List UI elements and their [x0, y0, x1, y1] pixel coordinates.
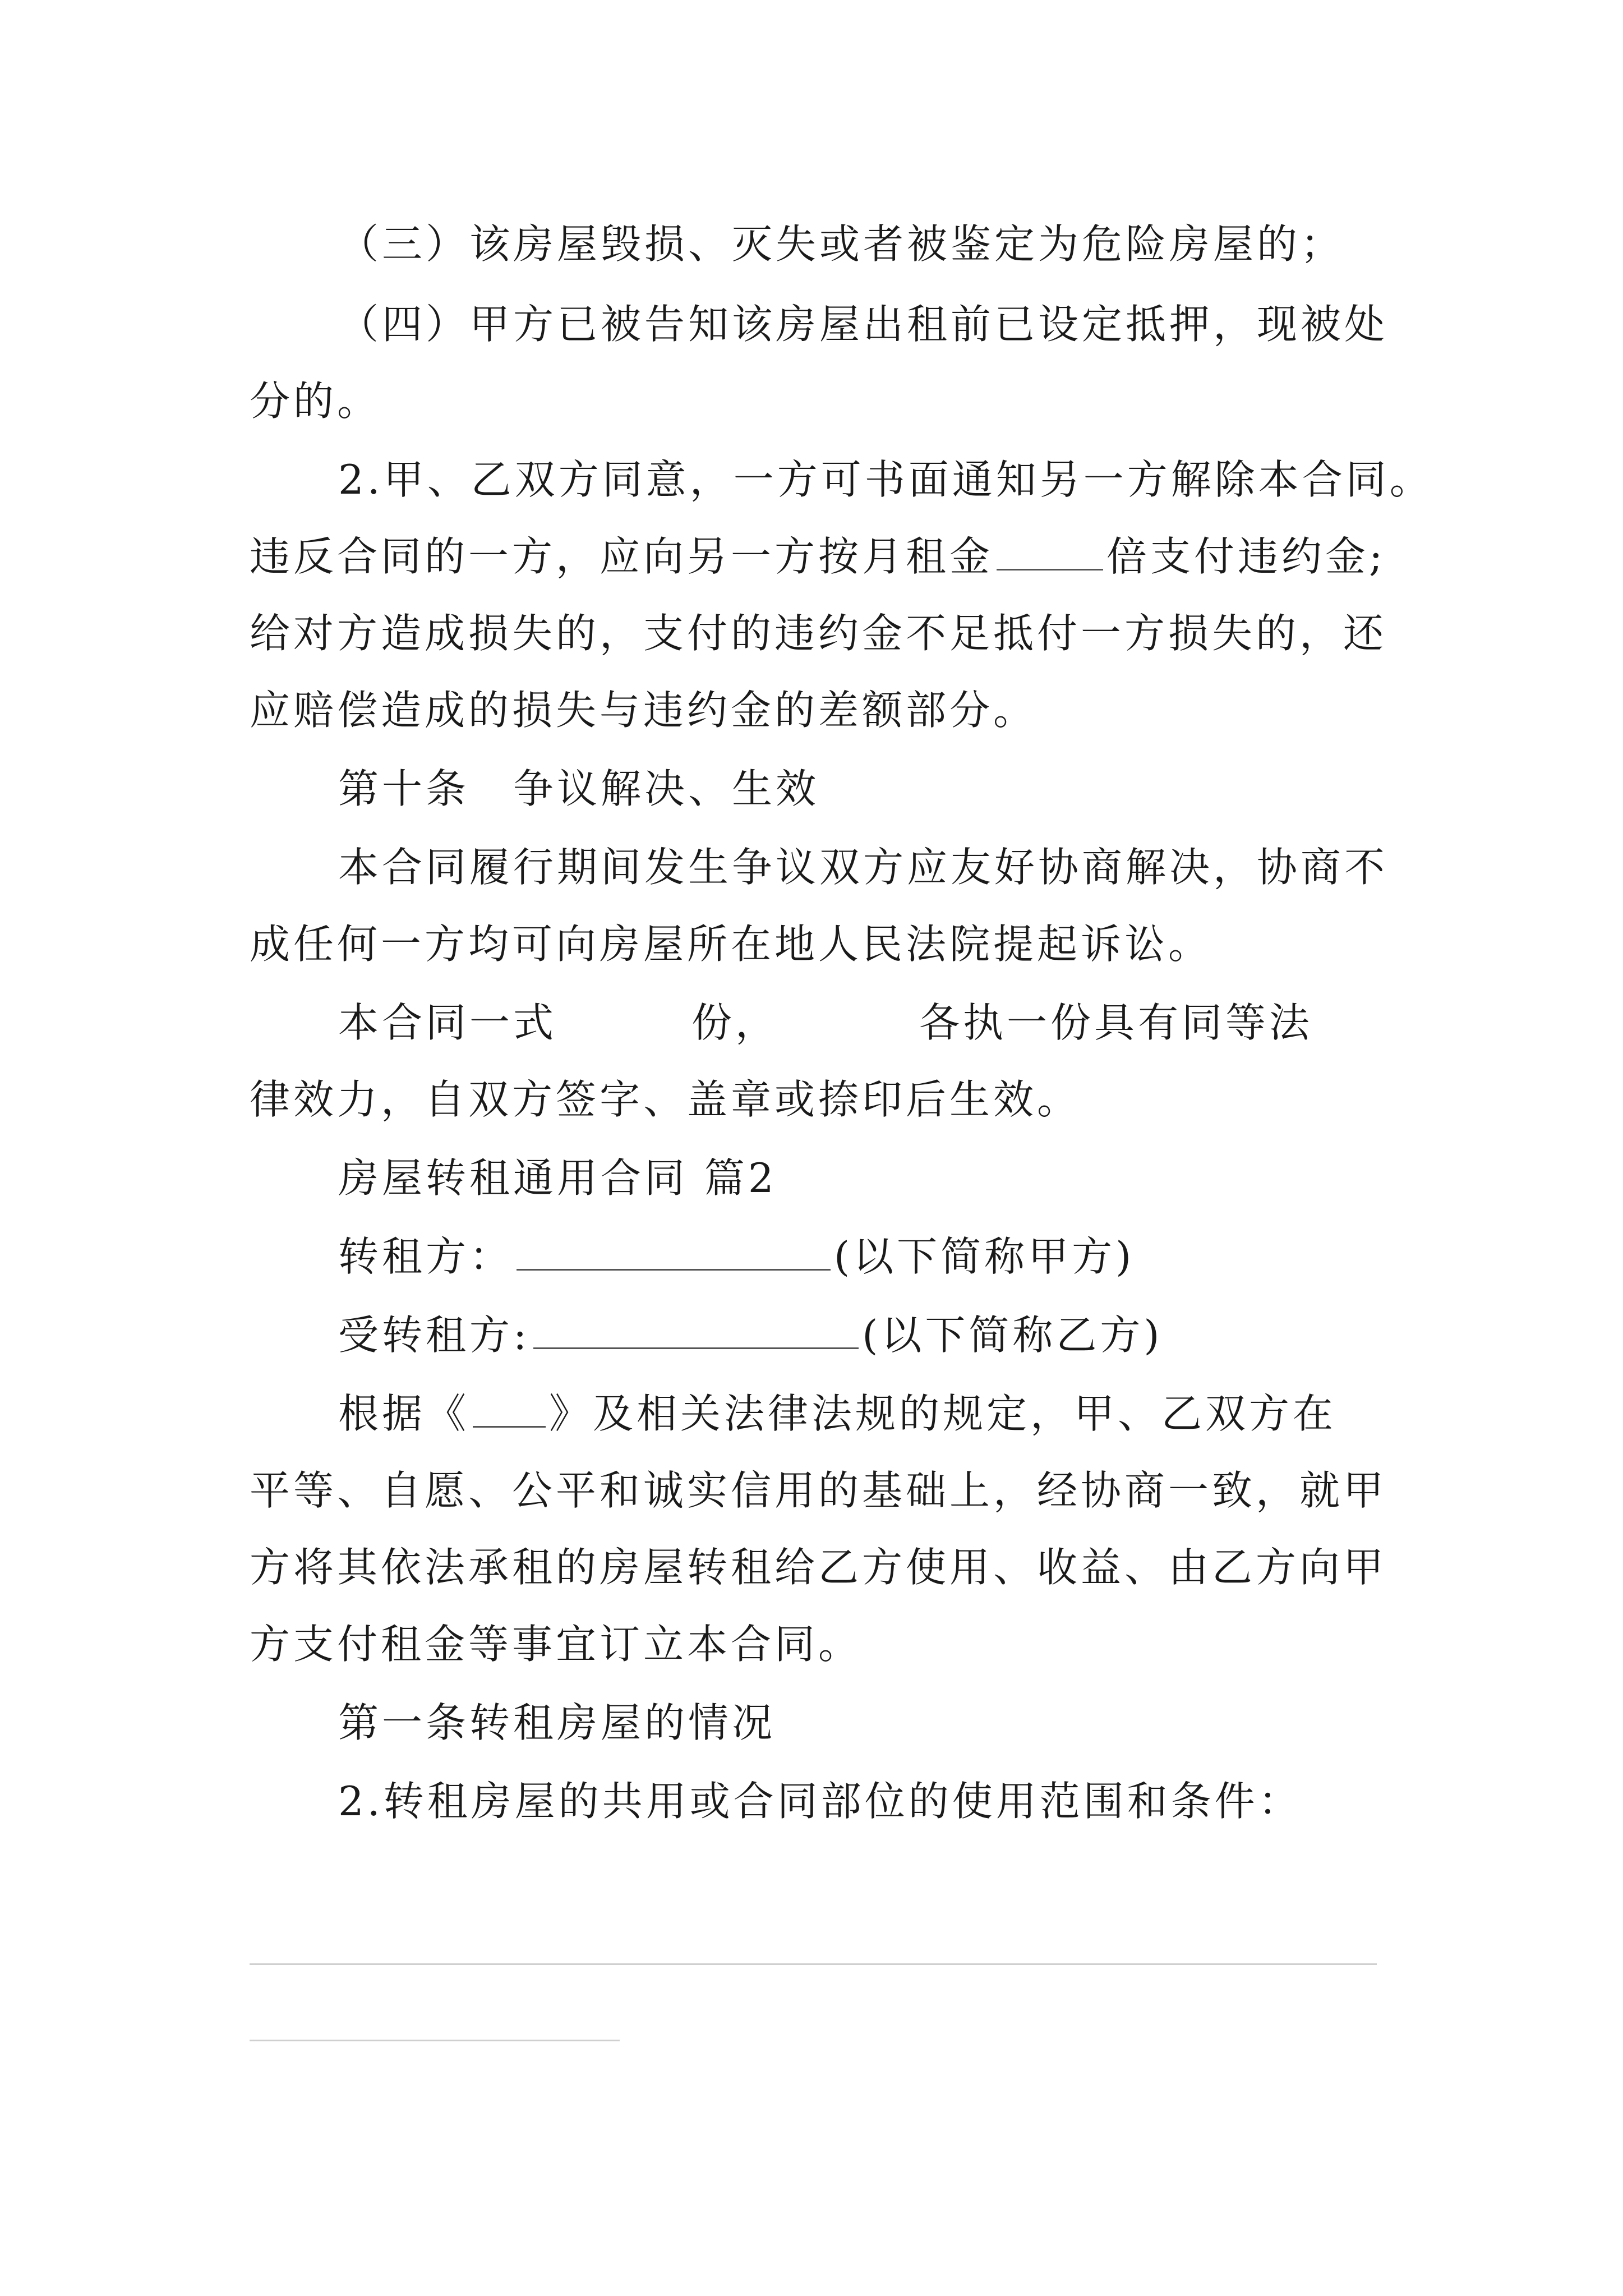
text-span: (以下简称乙方)	[862, 1312, 1163, 1359]
text-span: 本合同履行期间发生争议双方应友好协商解决，协商不	[338, 844, 1389, 891]
paragraph-line	[250, 1616, 1394, 1672]
text-span: 》及相关法律法规的规定，甲、乙双方在	[549, 1390, 1337, 1437]
text-span: 平等、自愿、公平和诚实信用的基础上，经协商一致，就甲	[250, 1467, 1387, 1514]
paragraph-line	[250, 296, 1482, 352]
paragraph-line	[250, 373, 1394, 429]
underline-rule	[250, 1963, 1377, 1965]
paragraph-line	[250, 452, 1482, 508]
text-span: 倍支付违约金;	[1106, 533, 1386, 580]
paragraph-line	[250, 839, 1482, 895]
paragraph-line	[250, 1386, 1482, 1442]
paragraph-line	[250, 682, 1394, 738]
fill-in-blank	[517, 1228, 831, 1271]
text-span: 根据《	[338, 1390, 470, 1437]
text-span: 转租方：	[338, 1233, 514, 1280]
paragraph-line	[250, 528, 1394, 585]
paragraph-line	[250, 216, 1482, 272]
paragraph-line	[250, 1539, 1394, 1595]
section-heading	[250, 761, 1482, 817]
paragraph-line	[250, 1307, 1482, 1363]
text-span: 份，	[691, 999, 780, 1046]
section-heading	[250, 1150, 1482, 1206]
paragraph-line	[250, 605, 1394, 661]
paragraph-line	[250, 1773, 1482, 1829]
text-span: 2.甲、乙双方同意，一方可书面通知另一方解除本合同。	[338, 456, 1433, 503]
text-span: 违反合同的一方，应向另一方按月租金	[250, 533, 994, 580]
text-span: 第十条 争议解决、生效	[338, 765, 820, 812]
text-span: 方将其依法承租的房屋转租给乙方使用、收益、由乙方向甲	[250, 1544, 1387, 1591]
fill-in-blank	[533, 1307, 859, 1349]
text-span: 第一条转租房屋的情况	[338, 1699, 776, 1746]
fill-in-blank	[473, 1386, 546, 1428]
text-span: 给对方造成损失的，支付的违约金不足抵付一方损失的，还	[250, 610, 1387, 657]
paragraph-line	[250, 916, 1394, 972]
text-span: 方支付租金等事宜订立本合同。	[250, 1621, 863, 1668]
section-heading	[250, 1695, 1482, 1751]
text-span: 成任何一方均可向房屋所在地人民法院提起诉讼。	[250, 921, 1212, 968]
paragraph-line	[250, 1071, 1394, 1128]
text-span: 受转租方:	[338, 1312, 531, 1359]
text-span: (以下简称甲方)	[834, 1233, 1135, 1280]
text-span: 房屋转租通用合同 篇2	[338, 1154, 777, 1202]
text-span: 应赔偿造成的损失与违约金的差额部分。	[250, 687, 1038, 734]
paragraph-line	[250, 1228, 1482, 1285]
text-span: （三）该房屋毁损、灭失或者被鉴定为危险房屋的；	[338, 220, 1345, 268]
text-span: 本合同一式	[338, 999, 557, 1046]
fill-in-blank	[997, 528, 1103, 570]
underline-rule	[250, 2040, 620, 2041]
text-span: （四）甲方已被告知该房屋出租前已设定抵押，现被处	[338, 301, 1389, 348]
paragraph-line	[250, 995, 1482, 1051]
paragraph-line	[250, 1462, 1394, 1519]
text-span: 各执一份具有同等法	[919, 999, 1313, 1046]
text-span: 律效力，自双方签字、盖章或捺印后生效。	[250, 1076, 1081, 1123]
text-span: 分的。	[250, 378, 381, 425]
text-span: 2.转租房屋的共用或合同部位的使用范围和条件：	[338, 1778, 1302, 1825]
